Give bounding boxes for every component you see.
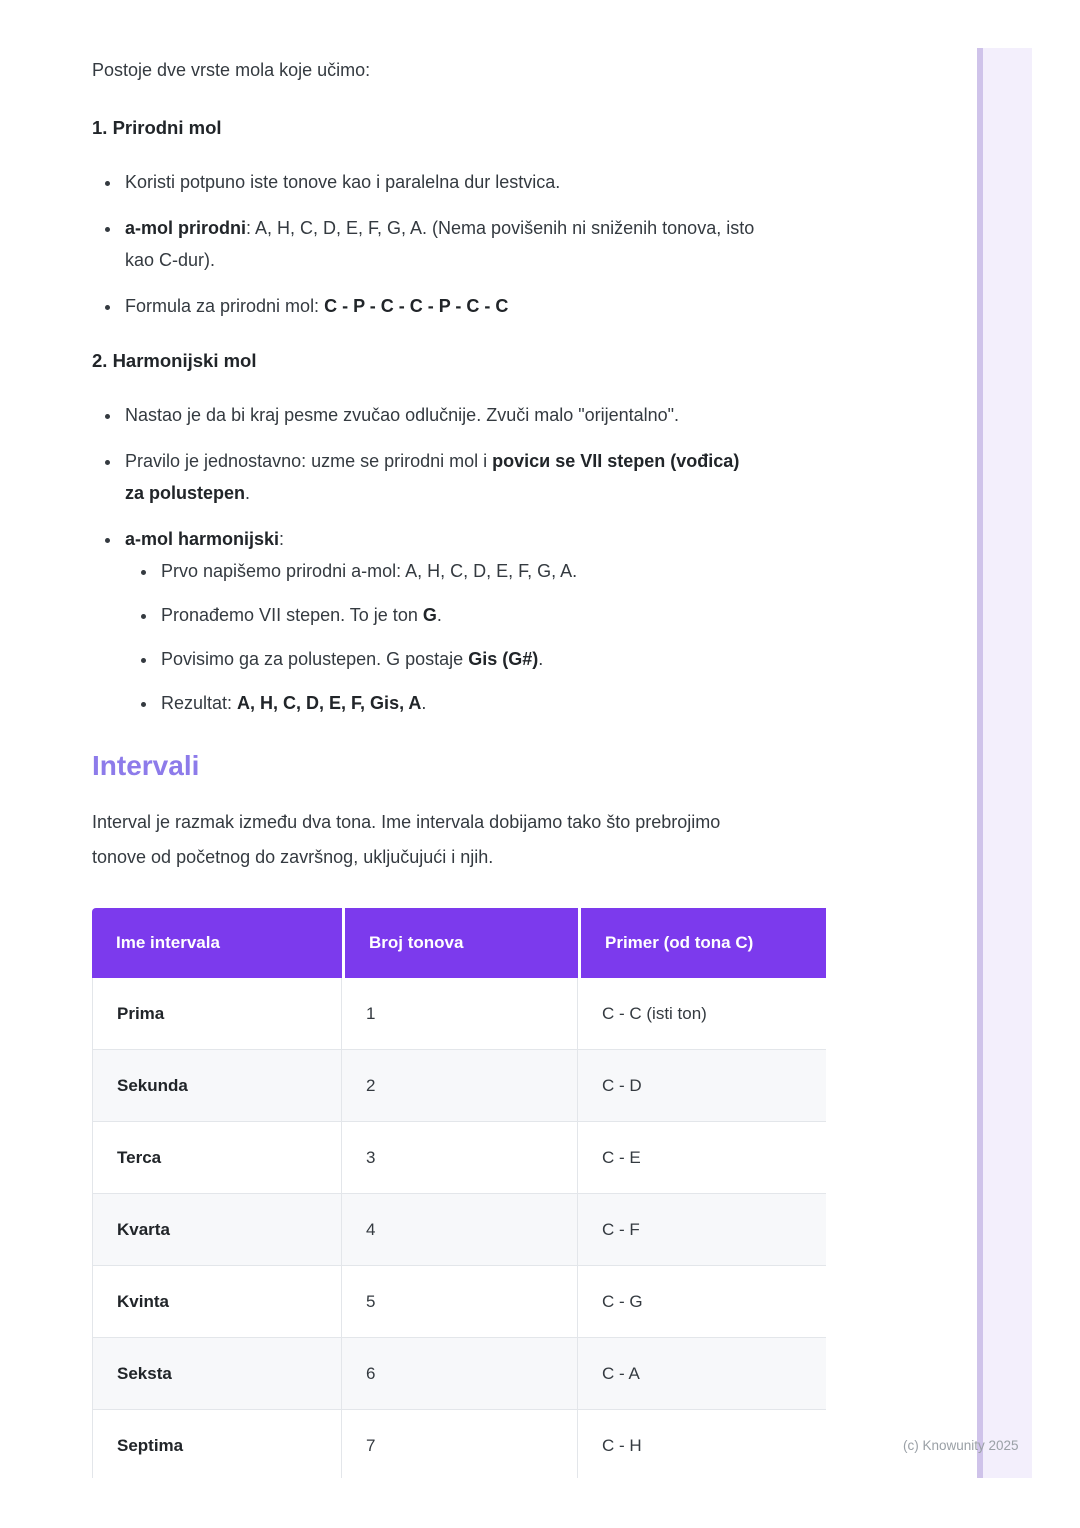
table-row	[92, 1122, 826, 1194]
table-row	[92, 978, 826, 1050]
list-item: • Formula za prirodni mol: C - P - C - C - P - C - C	[122, 290, 826, 322]
intervali-heading: Intervali	[92, 750, 200, 781]
header-cell-interval-name: Ime intervala	[92, 908, 342, 978]
list-item: • a-mol prirodni: A, H, C, D, E, F, G, A. (Nema povišenih ni sniženih tonova, isto kao C-dur).	[122, 212, 826, 276]
cell-interval-name: Seksta	[92, 1338, 342, 1410]
cell-example: C - F	[578, 1194, 826, 1266]
section-heading-prirodni-mol: 1. Prirodni mol	[92, 117, 222, 138]
cell-example: C - C (isti ton)	[578, 978, 826, 1050]
list-item: • Pravilo je jednostavno: uzme se prirodni mol i povicи se VII stepen (vođica) za polustepen.	[122, 445, 826, 509]
sub-list-item: • Pronađemo VII stepen. To je ton G.	[158, 599, 826, 631]
cell-tone-count: 3	[342, 1122, 578, 1194]
table-row	[92, 1410, 826, 1478]
table-row	[92, 1050, 826, 1122]
cell-example: C - A	[578, 1338, 826, 1410]
cell-tone-count: 1	[342, 978, 578, 1050]
bullet-list-harmonijski-mol	[92, 399, 826, 719]
sub-bullet-list-harmonijski	[125, 555, 826, 719]
cell-interval-name: Prima	[92, 978, 342, 1050]
table-row	[92, 1266, 826, 1338]
table-row	[92, 1338, 826, 1410]
intro-paragraph: Postoje dve vrste mola koje učimo:	[92, 60, 371, 80]
list-item: • Nastao je da bi kraj pesme zvučao odlučnije. Zvuči malo "orijentalno".	[122, 399, 826, 431]
cell-tone-count: 6	[342, 1338, 578, 1410]
cell-tone-count: 2	[342, 1050, 578, 1122]
cell-tone-count: 7	[342, 1410, 578, 1478]
intervals-table	[92, 908, 826, 1478]
interval-description: Interval je razmak između dva tona. Ime intervala dobijamo tako što prebrojimo tonove od početnog do završnog, uključujući i njih.	[92, 812, 721, 867]
sub-list-item: • Prvo napišemo prirodni a-mol: A, H, C, D, E, F, G, A.	[158, 555, 826, 587]
bullet-list-prirodni-mol	[92, 166, 826, 322]
cell-interval-name: Sekunda	[92, 1050, 342, 1122]
cell-interval-name: Kvarta	[92, 1194, 342, 1266]
cell-interval-name: Terca	[92, 1122, 342, 1194]
copyright-watermark: (c) Knowunity 2025	[903, 1438, 1019, 1453]
side-panel	[977, 48, 1032, 1478]
header-cell-tone-count: Broj tonova	[342, 908, 578, 978]
cell-example: C - H	[578, 1410, 826, 1478]
document-content	[92, 0, 826, 1478]
header-cell-example: Primer (od tona C)	[578, 908, 826, 978]
sub-list-item: • Povisimo ga za polustepen. G postaje Gis (G#).	[158, 643, 826, 675]
table-row	[92, 1194, 826, 1266]
list-item: • Koristi potpuno iste tonove kao i paralelna dur lestvica.	[122, 166, 826, 198]
cell-interval-name: Septima	[92, 1410, 342, 1478]
sub-list-item: • Rezultat: A, H, C, D, E, F, Gis, A.	[158, 687, 826, 719]
cell-interval-name: Kvinta	[92, 1266, 342, 1338]
cell-example: C - D	[578, 1050, 826, 1122]
cell-tone-count: 5	[342, 1266, 578, 1338]
intervals-table-body	[92, 978, 826, 1478]
section-heading-harmonijski-mol: 2. Harmonijski mol	[92, 350, 257, 371]
intervals-table-wrap	[92, 908, 826, 1478]
list-item-label: • a-mol harmonijski:	[125, 529, 285, 549]
cell-tone-count: 4	[342, 1194, 578, 1266]
list-item	[122, 523, 826, 719]
table-header-row	[92, 908, 826, 978]
cell-example: C - E	[578, 1122, 826, 1194]
cell-example: C - G	[578, 1266, 826, 1338]
